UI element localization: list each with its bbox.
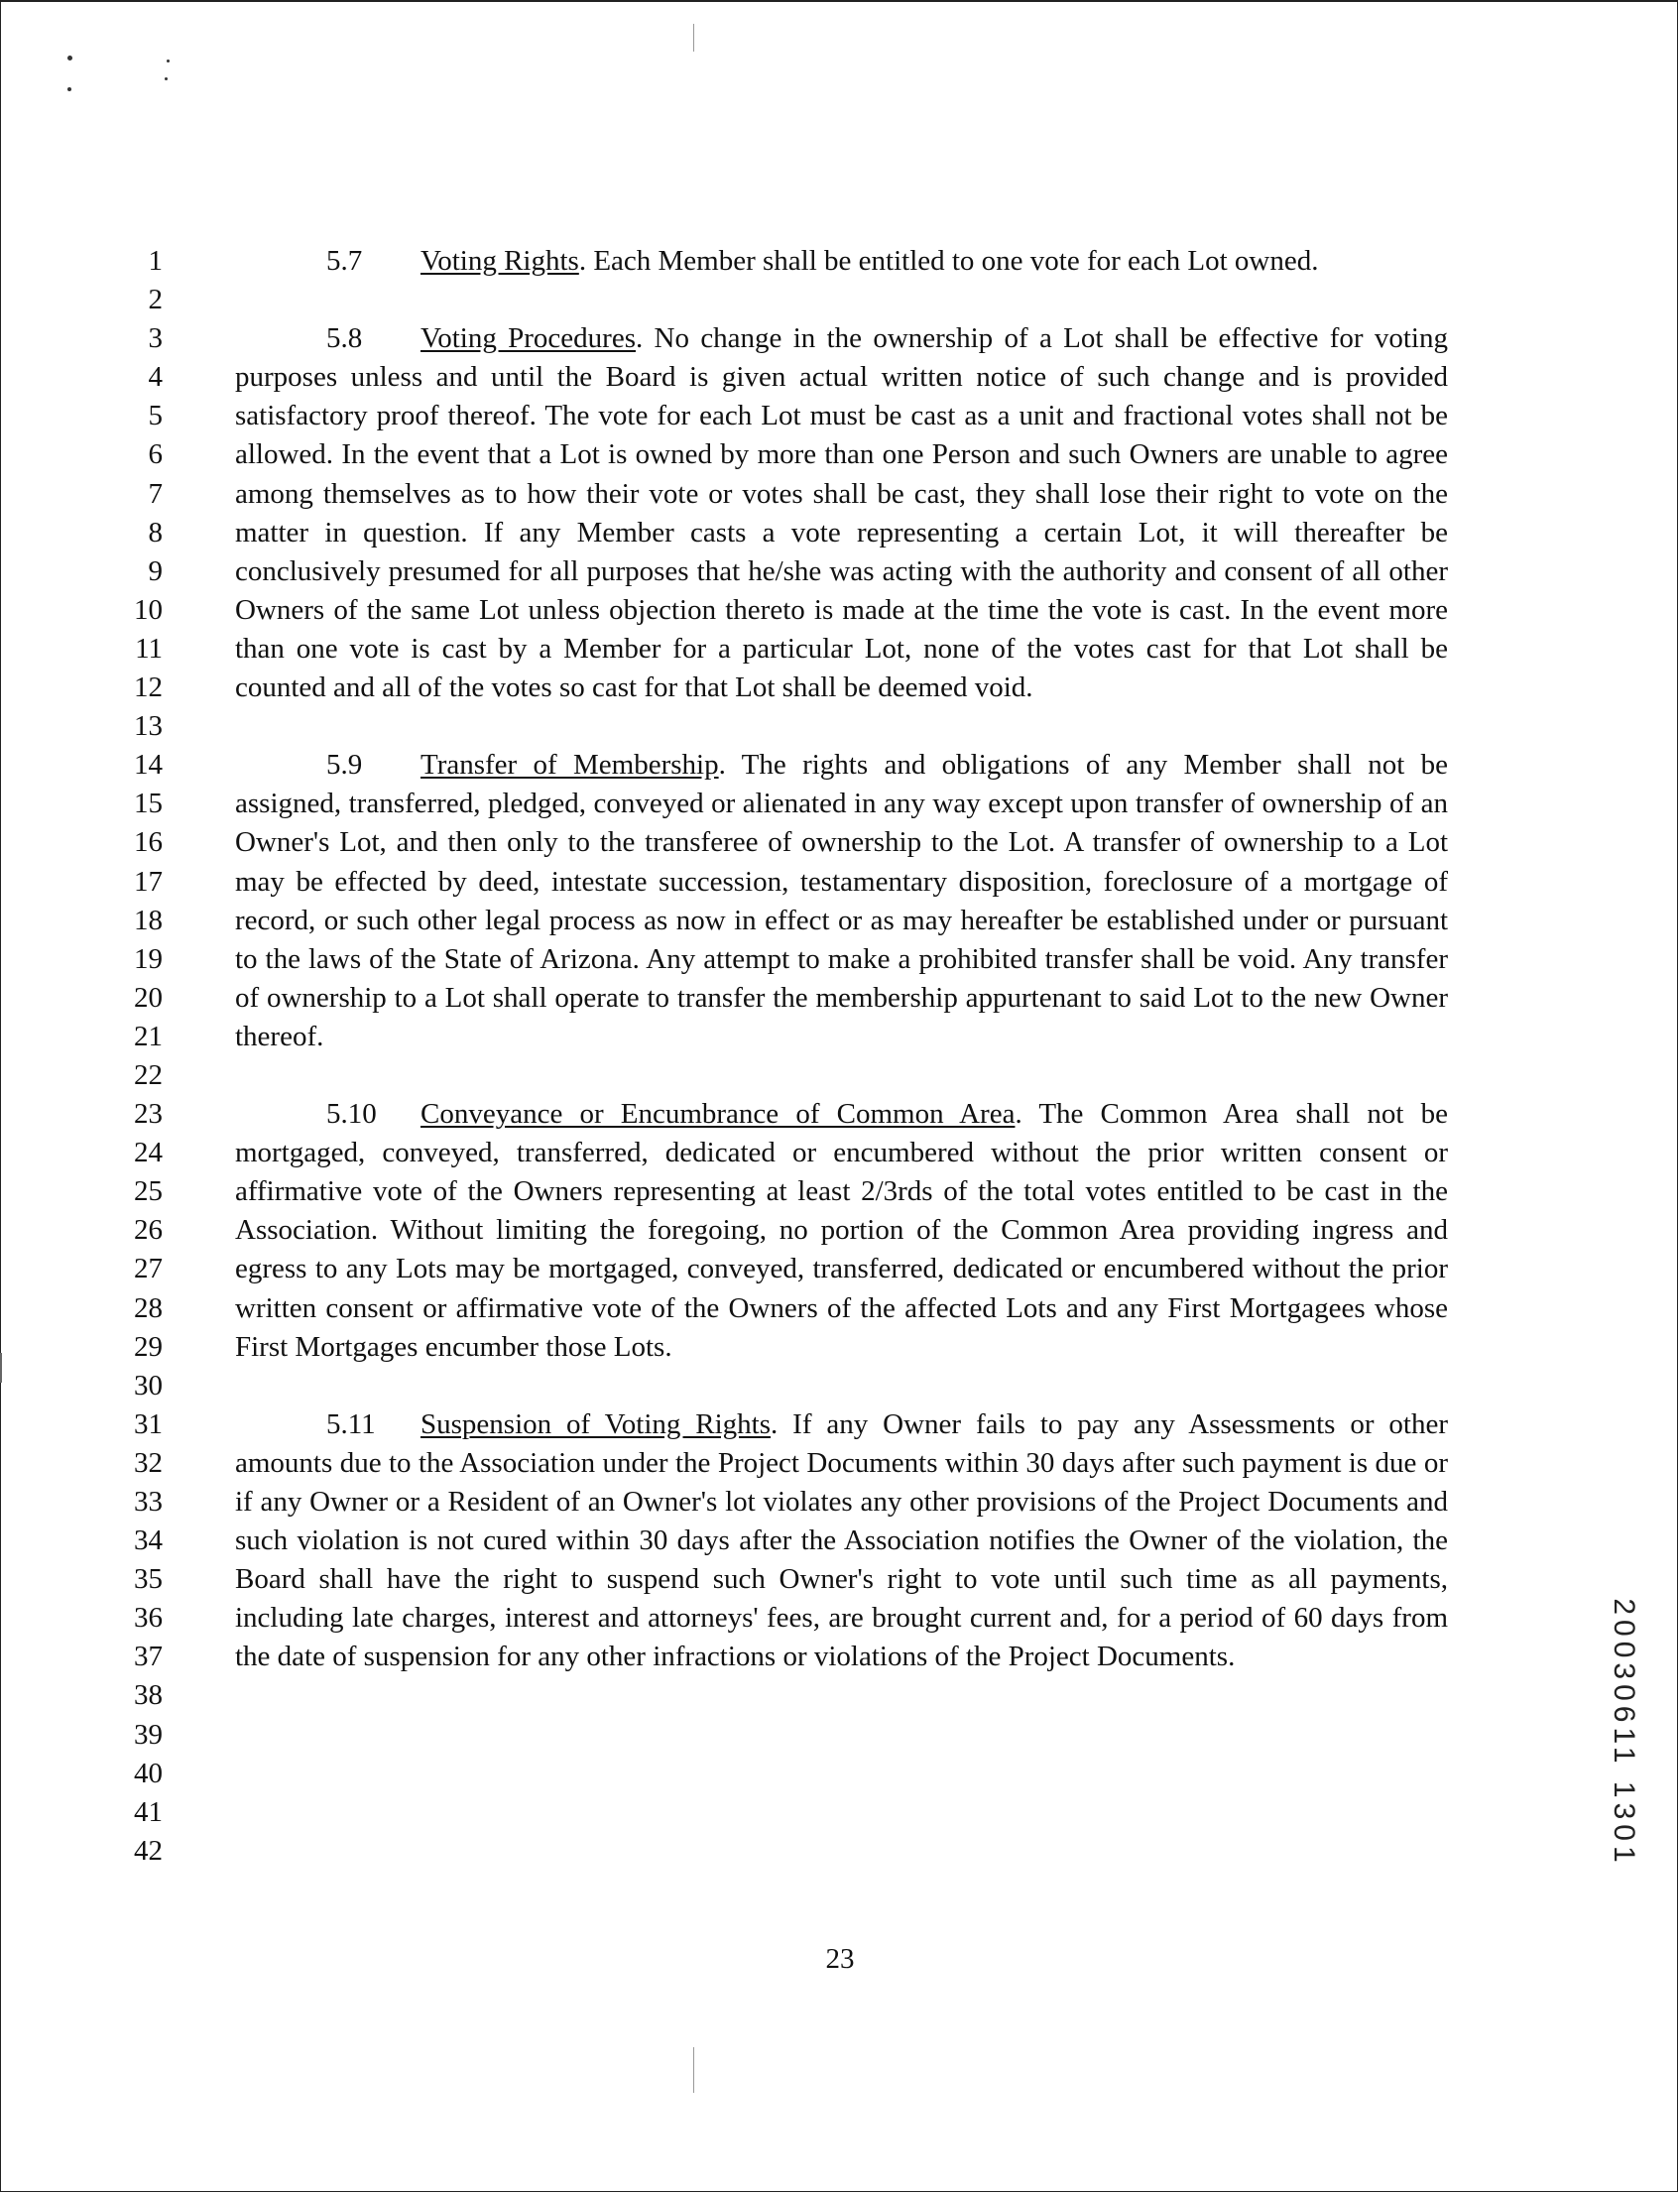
line-number: 42 [134,1834,163,1867]
section-number: 5.11 [326,1407,376,1440]
section-5-7 [235,242,1448,281]
line-number: 37 [134,1641,163,1673]
line-number: 19 [134,942,163,975]
section-number: 5.7 [326,245,363,277]
line-number: 32 [134,1446,163,1479]
line-number: 41 [134,1795,163,1828]
scan-dot [167,60,170,62]
section-text: . No change in the ownership of a Lot shall be effective for voting purposes unless and until the Board is given actual written notice of such change and is provided satisfactory proof thereof. The vote for each Lot must be cast as a unit and fractional votes shall not be allowed. In the event that a Lot is owned by more than one Person and such Owners are unable to agree among themselves as to how their vote or votes shall be cast, they shall lose their right to vote on the matter in question. If any Member casts a vote representing a certain Lot, it will thereafter be conclusively presumed for all purposes that he/she was acting with the authority and consent of all other Owners of the same Lot unless objection thereto is made at the time the vote is cast. In the event more than one vote is cast by a Member for a particular Lot, none of the votes cast for that Lot shall be counted and all of the votes so cast for that Lot shall be deemed void. [235,322,1448,704]
section-title: Voting Procedures [420,322,636,355]
line-number: 21 [134,1020,163,1052]
line-number: 3 [148,322,163,355]
section-text: . If any Owner fails to pay any Assessments or other amounts due to the Association under the Project Documents within 30 days after such payment is due or if any Owner or a Resident of an Owner's lot violates any other provisions of the Project Documents and such violation is not cured within 30 days after the Association notifies the Owner of the violation, the Board shall have the right to suspend such Owner's right to vote until such time as all payments, including late charges, interest and attorneys' fees, are brought current and, for a period of 60 days from the date of suspension for any other infractions or violations of the Project Documents. [235,1407,1448,1673]
line-number: 5 [148,400,163,432]
recording-stamp [1604,1599,1643,1867]
section-5-10 [235,1095,1448,1367]
line-number: 30 [134,1369,163,1402]
line-number: 6 [148,438,163,471]
line-number: 31 [134,1407,163,1440]
line-number-column [99,242,163,1871]
scan-dot [165,77,168,80]
section-number: 5.9 [326,749,363,782]
line-number: 22 [134,1058,163,1091]
document-body [235,242,1448,1676]
scan-dot [67,56,72,61]
line-number: 20 [134,981,163,1014]
section-number: 5.10 [326,1098,377,1131]
line-number: 33 [134,1486,163,1518]
line-number: 29 [134,1330,163,1363]
scan-dot [67,87,71,91]
line-number: 39 [134,1718,163,1751]
line-number: 10 [134,593,163,626]
line-number: 26 [134,1214,163,1247]
line-number: 16 [134,826,163,859]
line-number: 28 [134,1291,163,1324]
line-number: 2 [148,284,163,316]
line-number: 17 [134,865,163,898]
line-number: 27 [134,1253,163,1285]
line-number: 13 [134,710,163,743]
section-number: 5.8 [326,322,363,355]
section-5-11 [235,1405,1448,1677]
line-number: 11 [135,632,163,665]
section-title: Suspension of Voting Rights [420,1407,772,1440]
line-number: 9 [148,554,163,587]
recording-stamp-text: 20030611 1301 [1608,1598,1640,1868]
line-number: 7 [148,477,163,510]
scan-hole-mark [693,24,694,52]
line-number: 1 [148,245,163,277]
line-number: 8 [148,516,163,548]
section-title: Voting Rights [420,245,579,277]
line-number: 15 [134,788,163,820]
line-number: 35 [134,1563,163,1596]
line-number: 36 [134,1602,163,1635]
line-number: 12 [134,671,163,704]
section-5-8 [235,319,1448,707]
line-number: 25 [134,1175,163,1208]
scan-edge-mark [0,1353,2,1383]
scan-hole-mark [693,2047,694,2093]
line-number: 18 [134,904,163,936]
section-5-9 [235,746,1448,1056]
line-number: 23 [134,1098,163,1131]
section-title: Transfer of Membership [420,749,719,782]
section-text: . The rights and obligations of any Member shall not be assigned, transferred, pledged, conveyed or alienated in any way except upon transfer of ownership of an Owner's Lot, and then only to the transferee of ownership to the Lot. A transfer of ownership to a Lot may be effected by deed, intestate succession, testamentary disposition, foreclosure of a mortgage of record, or such other legal process as now in effect or as may hereafter be established under or pursuant to the laws of the State of Arizona. Any attempt to make a prohibited transfer shall be void. Any transfer of ownership to a Lot shall operate to transfer the membership appurtenant to said Lot to the new Owner thereof. [235,749,1448,1052]
line-number: 40 [134,1757,163,1789]
line-number: 4 [148,361,163,394]
section-title: Conveyance or Encumbrance of Common Area [420,1098,1016,1131]
line-number: 38 [134,1679,163,1712]
section-text: . Each Member shall be entitled to one vote for each Lot owned. [578,245,1319,277]
line-number: 24 [134,1137,163,1169]
line-number: 34 [134,1524,163,1557]
page-number: 23 [825,1943,855,1975]
line-number: 14 [134,749,163,782]
section-text: . The Common Area shall not be mortgaged, conveyed, transferred, dedicated or encumbered without the prior written consent or affirmative vote of the Owners representing at least 2/3rds of the total votes entitled to be cast in the Association. Without limiting the foregoing, no portion of the Common Area providing ingress and egress to any Lots may be mortgaged, conveyed, transferred, dedicated or encumbered without the prior written consent or affirmative vote of the Owners of the affected Lots and any First Mortgagees whose First Mortgages encumber those Lots. [235,1098,1448,1363]
